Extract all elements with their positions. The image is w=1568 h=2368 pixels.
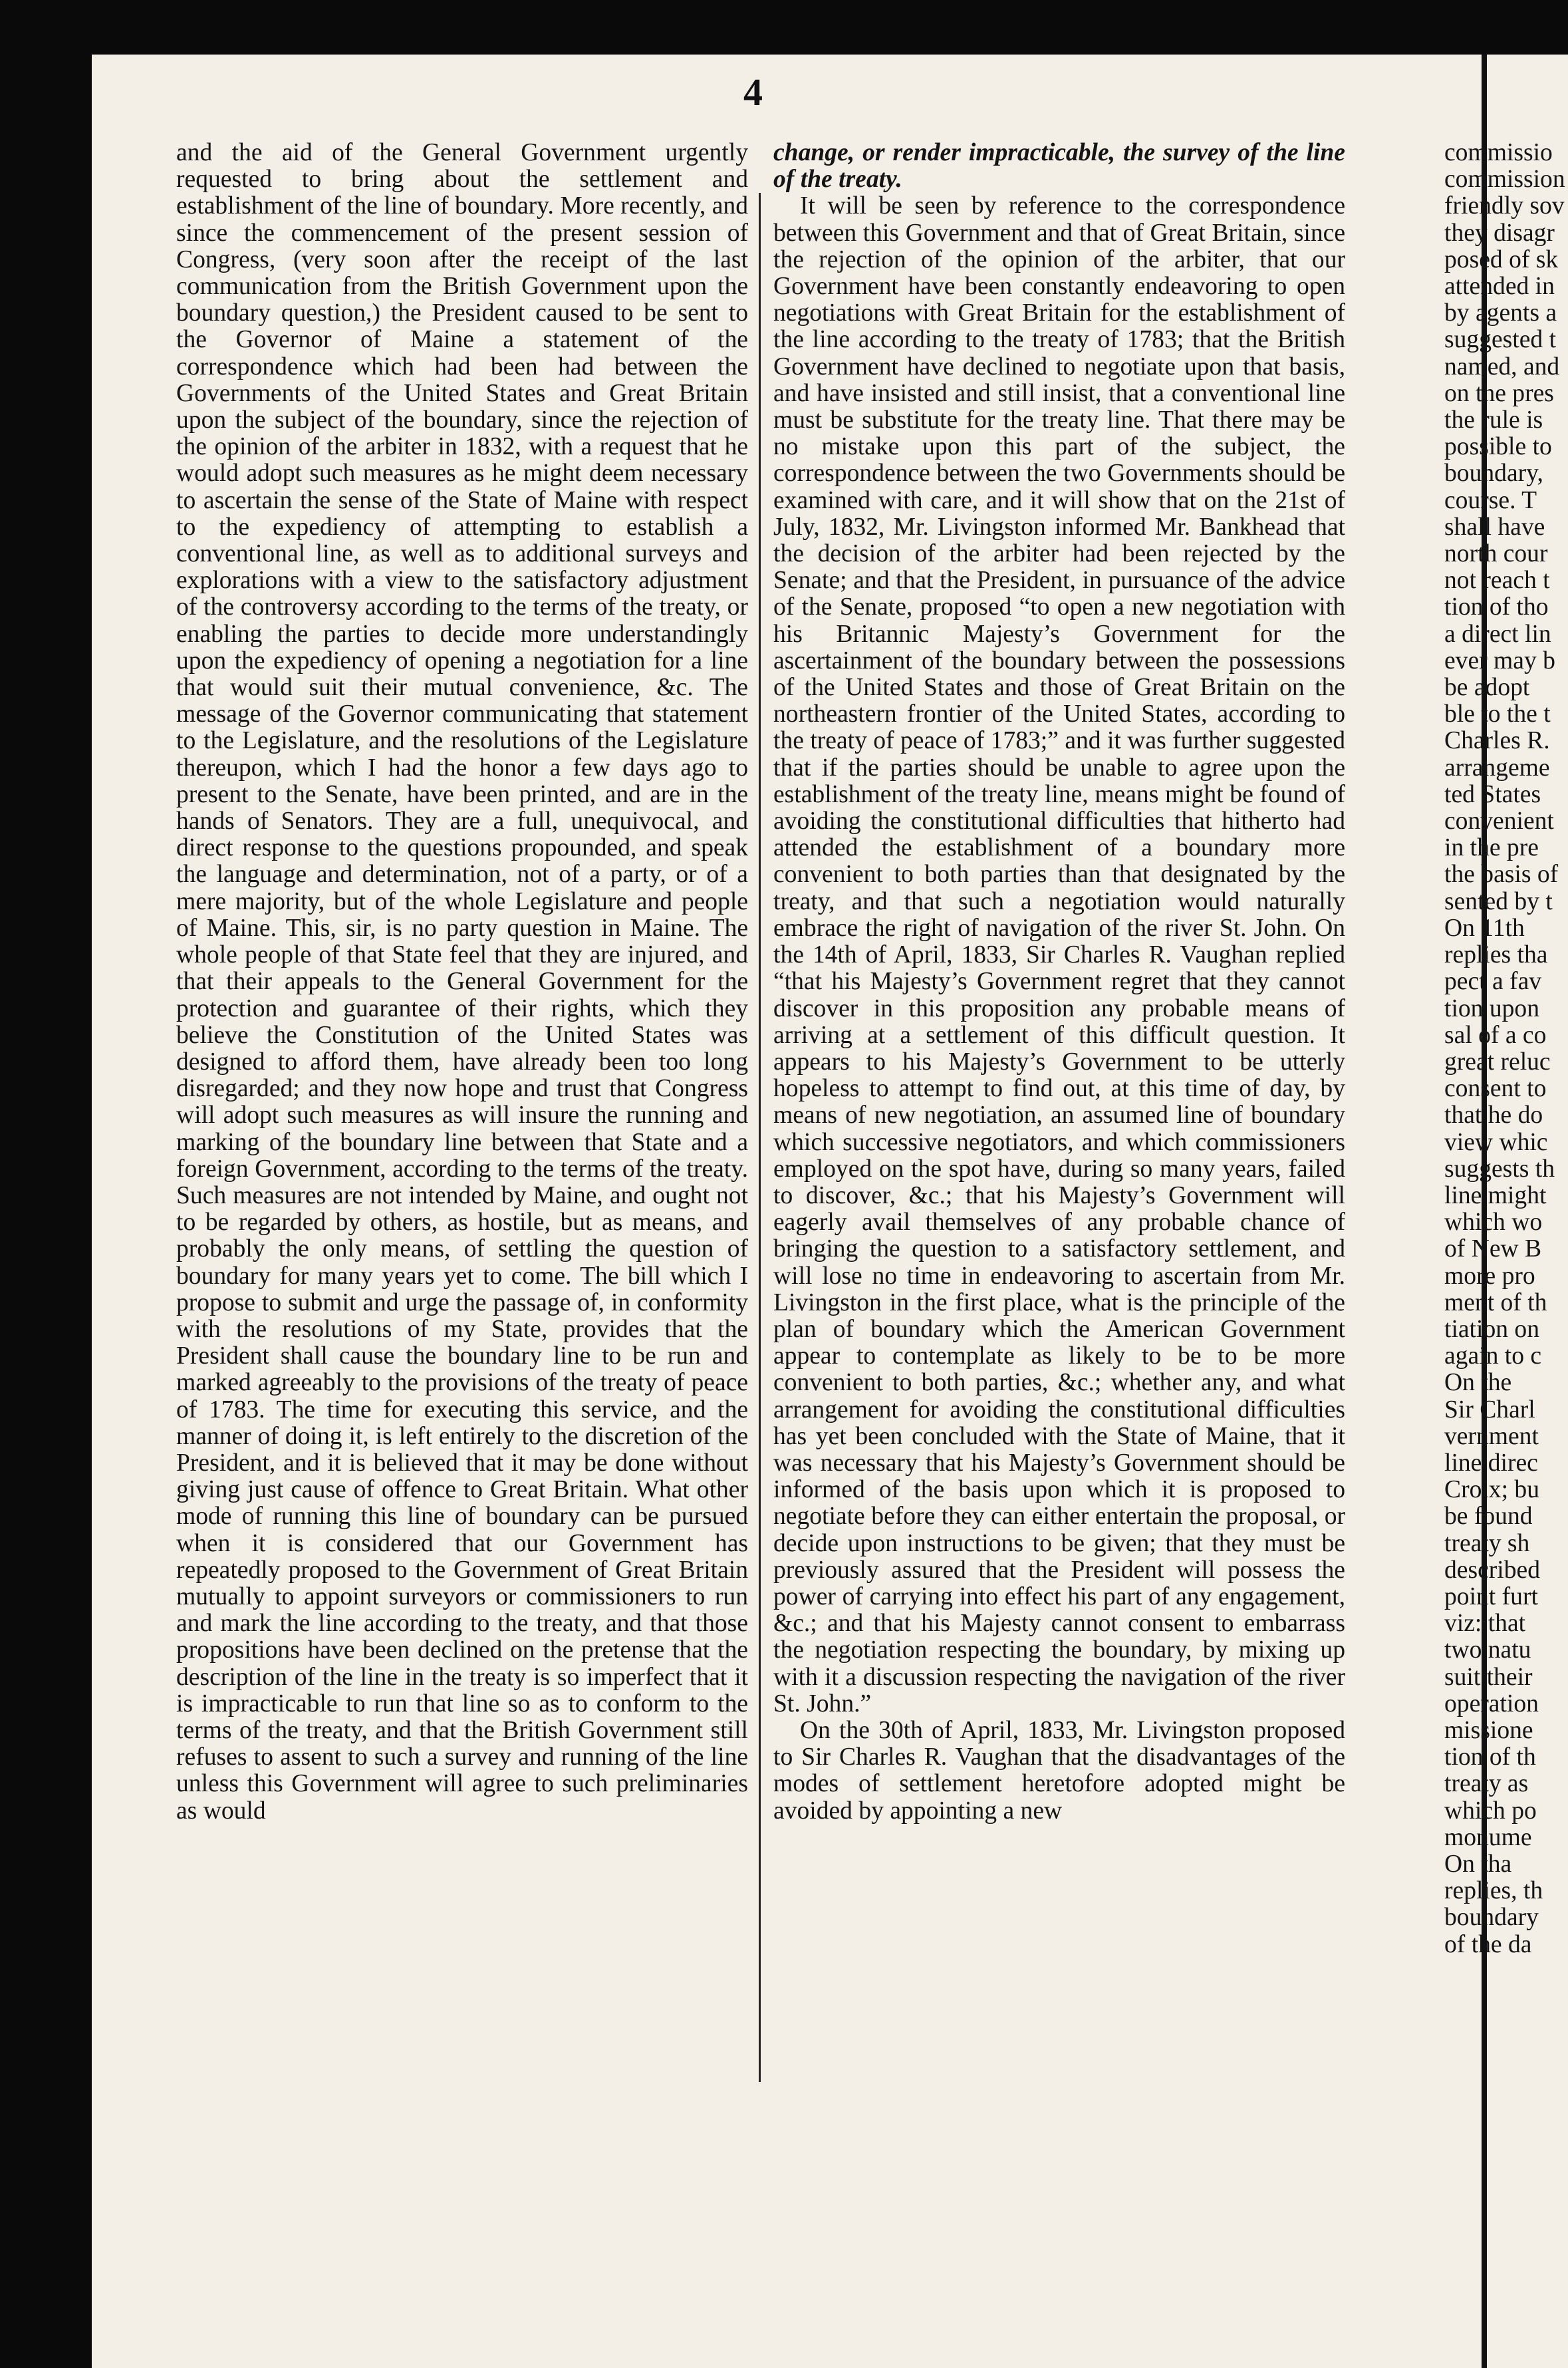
- right-column-line: attended in: [1444, 273, 1555, 301]
- right-column-line: replies, th: [1444, 1877, 1543, 1905]
- right-column-line: commission: [1444, 166, 1565, 194]
- right-column-line: suggested t: [1444, 326, 1557, 354]
- right-column-line: in the pre: [1444, 834, 1539, 862]
- right-column-line: commissio: [1444, 139, 1553, 166]
- right-column-line: tion of th: [1444, 1743, 1536, 1771]
- right-column-line: pect a fav: [1444, 968, 1542, 996]
- right-column-line: boundary: [1444, 1904, 1539, 1932]
- right-column-line: again to c: [1444, 1342, 1542, 1370]
- right-column-line: ble to the t: [1444, 700, 1551, 728]
- right-column-line: be adopt: [1444, 674, 1530, 702]
- right-column-line: On tha: [1444, 1850, 1512, 1878]
- right-column-line: tion upon: [1444, 994, 1540, 1022]
- right-column-line: of New B: [1444, 1235, 1542, 1263]
- right-column-line: Sir Charl: [1444, 1396, 1535, 1423]
- right-column-line: they disagr: [1444, 219, 1555, 247]
- right-column-line: great reluc: [1444, 1048, 1551, 1076]
- right-column-line: a direct lin: [1444, 620, 1551, 648]
- right-column-line: Croix; bu: [1444, 1476, 1540, 1504]
- right-column-line: shall have: [1444, 513, 1545, 541]
- right-column-line: ever may b: [1444, 647, 1555, 674]
- middle-column-paragraph-2: It will be seen by reference to the correspondence between this Government and that of Great Britain, since the rejection of the opinion of the arbiter, that our Government have been constantly endeavoring to open negotiations with Great Britain for the establishment of the line according to the treaty of 1783; that the British Government have declined to negotiate upon that basis, and have insisted and still insist, that a conventional line must be substitute for the treaty line. That there may be no mistake upon this part of the subject, the correspondence between the two Governments should be examined with care, and it will show that on the 21st of July, 1832, Mr. Livingston informed Mr. Bankhead that the decision of the arbiter had been rejected by the Senate; and that the President, in pursuance of the advice of the Senate, proposed “to open a new negotiation with his Britannic Majesty’s Government for the ascertainment of the boundary between the possessions of the United States and those of Great Britain on the northeastern frontier of the United States, according to the treaty of peace of 1783;” and it was further suggested that if the parties should be unable to agree upon the establishment of the treaty line, means might be found of avoiding the constitutional difficulties that hitherto had attended the establishment of a boundary more convenient to both parties than that designated by the treaty, and that such a negotiation would naturally embrace the right of navigation of the river St. John. On the 14th of April, 1833, Sir Charles R. Vaughan replied “that his Majesty’s Government regret that they cannot discover in this proposition any probable means of arriving at a settlement of this difficult question. It appears to his Majesty’s Government to be utterly hopeless to attempt to find out, at this time of day, by means of new negotiation, an assumed line of boundary which successive negotiators, and which commissioners employed on the spot have, during so many years, failed to discover, &c.; that his Majesty’s Government will eagerly avail themselves of any probable chance of bringing the question to a satisfactory settlement, and will lose no time in endeavoring to ascertain from Mr. Livingston in the first place, what is the principle of the plan of boundary which the American Government appear to contemplate as likely to be to be more convenient to both parties, &c.; whether any, and what arrangement for avoiding the constitutional difficulties has yet been concluded with the State of Maine, that it was necessary that his Majesty’s Government should be informed of the basis upon which it is proposed to negotiate before they can either entertain the proposal, or decide upon instructions to be given; that they must be previously assured that the President will possess the power of carrying into effect his part of any engagement, &c.; and that his Majesty cannot consent to embarrass the negotiation respecting the boundary, by mixing up with it a discussion respecting the navigation of the river St. John.”: [773, 192, 1345, 1717]
- page-number: 4: [743, 71, 763, 114]
- right-column-line: by agents a: [1444, 299, 1557, 327]
- right-column-line: arrangeme: [1444, 754, 1550, 782]
- right-column-line: On 11th: [1444, 914, 1525, 942]
- right-column-line: viz: that: [1444, 1610, 1526, 1638]
- right-column-line: that he do: [1444, 1102, 1543, 1129]
- right-column-line: operation: [1444, 1690, 1539, 1717]
- right-text-column-fragments: [1444, 140, 1568, 1958]
- middle-column-paragraph-3: On the 30th of April, 1833, Mr. Livingston proposed to Sir Charles R. Vaughan that the disadvantages of the modes of settlement heretofore adopted might be avoided by appointing a new: [773, 1716, 1345, 1825]
- right-column-line: view whic: [1444, 1128, 1548, 1156]
- right-column-line: course. T: [1444, 486, 1537, 514]
- right-column-line: friendly sov: [1444, 192, 1565, 220]
- right-column-line: point furt: [1444, 1582, 1538, 1610]
- right-column-line: suit their: [1444, 1663, 1533, 1691]
- right-column-line: possible to: [1444, 433, 1552, 461]
- left-column-paragraph: and the aid of the General Government urgently requested to bring about the settlement and establishment of the line of boundary. More recently, and since the commencement of the present session of Congress, (very soon after the receipt of the last communication from the British Government upon the boundary question,) the President caused to be sent to the Governor of Maine a statement of the correspondence which had been had between the Governments of the United States and Great Britain upon the subject of the boundary, since the rejection of the opinion of the arbiter in 1832, with a request that he would adopt such measures as he might deem necessary to ascertain the sense of the State of Maine with respect to the expediency of attempting to establish a conventional line, as well as to additional surveys and explorations with a view to the satisfactory adjustment of the controversy according to the terms of the treaty, or enabling the parties to decide more understandingly upon the expediency of opening a negotiation for a line that would suit their mutual convenience, &c. The message of the Governor communicating that statement to the Legislature, and the resolutions of the Legislature thereupon, which I had the honor a few days ago to present to the Senate, have been printed, and are in the hands of Senators. They are a full, unequivocal, and direct response to the questions propounded, and speak the language and determination, not of a party, or of a mere majority, but of the whole Legislature and people of Maine. This, sir, is no party question in Maine. The whole people of that State feel that they are injured, and that their appeals to the General Government for the protection and guarantee of their rights, which they believe the Constitution of the United States was designed to afford them, have already been too long disregarded; and they now hope and trust that Congress will adopt such measures as will insure the running and marking of the boundary line between that State and a foreign Government, according to the terms of the treaty. Such measures are not intended by Maine, and ought not to be regarded by others, as hostile, but as means, and probably the only means, of settling the question of boundary for many years yet to come. The bill which I propose to submit and urge the passage of, in conformity with the resolutions of my State, provides that the President shall cause the boundary line to be run and marked agreeably to the provisions of the treaty of peace of 1783. The time for executing this service, and the manner of doing it, is left entirely to the discretion of the President, and it is believed that it may be done without giving just cause of offence to Great Britain. What other mode of running this line of boundary can be pursued when it is considered that our Government has repeatedly proposed to the Government of Great Britain mutually to appoint surveyors or commissioners to run and mark the line according to the treaty, and that those propositions have been declined on the pretense that the description of the line in the treaty is so imperfect that it is impracticable to run that line so as to conform to the terms of the treaty, and that the British Government still refuses to assent to such a survey and running of the line unless this Government will agree to such preliminaries as would: [176, 139, 748, 1825]
- right-column-line: more pro: [1444, 1262, 1535, 1290]
- right-column-line: Charles R.: [1444, 727, 1550, 755]
- right-column-line: two natu: [1444, 1636, 1531, 1664]
- right-column-line: of the da: [1444, 1930, 1532, 1958]
- right-column-line: tiation on: [1444, 1315, 1539, 1343]
- right-column-line: sented by t: [1444, 887, 1553, 915]
- right-column-line: described: [1444, 1556, 1540, 1584]
- right-column-line: On the: [1444, 1369, 1512, 1397]
- right-column-line: the basis of: [1444, 861, 1559, 889]
- right-column-line: vernment: [1444, 1422, 1539, 1450]
- right-column-line: convenient: [1444, 808, 1554, 835]
- middle-text-column: [773, 140, 1345, 1825]
- right-column-line: suggests th: [1444, 1155, 1555, 1183]
- right-column-line: named, and: [1444, 353, 1560, 380]
- right-column-line: treaty sh: [1444, 1529, 1530, 1557]
- right-column-line: not reach t: [1444, 567, 1550, 595]
- right-column-line: replies tha: [1444, 941, 1548, 969]
- left-text-column: [176, 140, 748, 1825]
- right-column-line: be found: [1444, 1503, 1533, 1531]
- right-column-line: consent to: [1444, 1075, 1547, 1103]
- right-column-line: line might: [1444, 1181, 1547, 1209]
- right-column-line: which wo: [1444, 1209, 1543, 1237]
- right-column-line: boundary,: [1444, 460, 1543, 488]
- right-column-line: monume: [1444, 1823, 1532, 1851]
- right-column-line: tion of tho: [1444, 593, 1549, 621]
- right-column-line: treaty as: [1444, 1770, 1529, 1798]
- right-column-line: ted States: [1444, 780, 1541, 808]
- right-column-line: the rule is: [1444, 406, 1543, 434]
- right-column-line: sal of a co: [1444, 1021, 1547, 1049]
- right-column-line: which po: [1444, 1797, 1537, 1825]
- right-column-line: posed of sk: [1444, 245, 1559, 273]
- right-column-line: north cour: [1444, 540, 1548, 568]
- right-column-line: missione: [1444, 1716, 1533, 1744]
- middle-column-paragraph-1: change, or render impracticable, the survey of the line of the treaty.: [773, 139, 1345, 194]
- column-divider: [759, 193, 761, 2082]
- right-column-line: line direc: [1444, 1449, 1538, 1477]
- right-column-line: on the pres: [1444, 379, 1554, 407]
- right-column-line: ment of th: [1444, 1288, 1547, 1316]
